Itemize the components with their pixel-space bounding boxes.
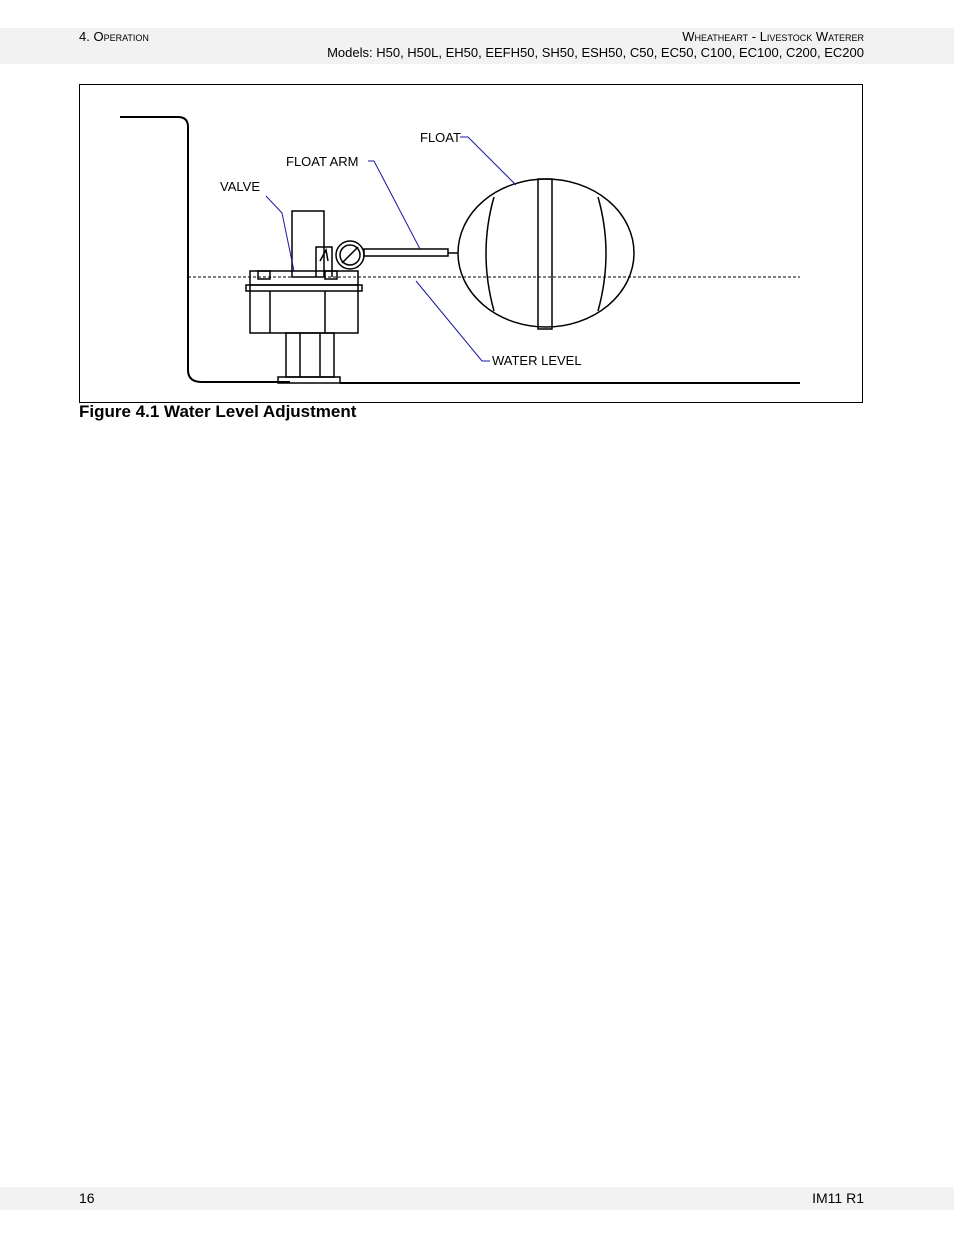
page-number: 16 bbox=[79, 1190, 95, 1206]
section-title: 4. Operation bbox=[79, 29, 149, 44]
water-level-label: WATER LEVEL bbox=[492, 353, 582, 368]
valve-assembly bbox=[246, 211, 364, 383]
water-level-diagram bbox=[80, 85, 862, 402]
float bbox=[458, 179, 634, 329]
tank-wall bbox=[120, 117, 290, 382]
footer-band bbox=[0, 1187, 954, 1210]
float-arm-label: FLOAT ARM bbox=[286, 154, 359, 169]
float-label: FLOAT bbox=[420, 130, 461, 145]
figure-water-level-diagram bbox=[79, 84, 863, 403]
valve-label: VALVE bbox=[220, 179, 260, 194]
figure-caption: Figure 4.1 Water Level Adjustment bbox=[79, 402, 357, 421]
document-id: IM11 R1 bbox=[812, 1190, 864, 1206]
float-arm bbox=[364, 249, 458, 256]
models-line: Models: H50, H50L, EH50, EEFH50, SH50, ESH50, C50, EC50, C100, EC100, C200, EC200 bbox=[327, 45, 864, 60]
document-title: Wheatheart - Livestock Waterer bbox=[682, 29, 864, 44]
